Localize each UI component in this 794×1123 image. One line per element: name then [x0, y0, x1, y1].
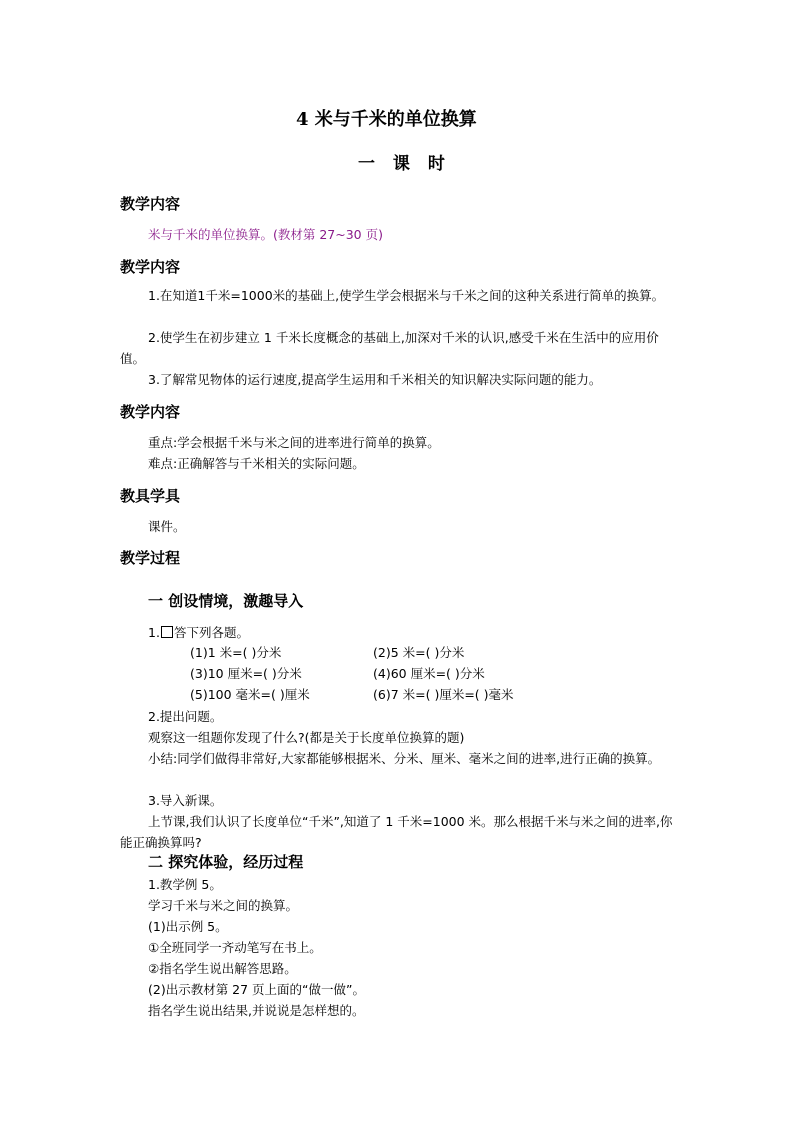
section-heading-tools: 教具学具	[120, 487, 181, 505]
checkbox-square-icon	[161, 626, 173, 638]
part2-line-2: 学习千米与米之间的换算。	[148, 898, 299, 913]
part1-item2: 2.提出问题。	[148, 709, 223, 724]
goal-2: 2.使学生在初步建立 1 千米长度概念的基础上,加深对千米的认识,感受千米在生活中的应用价值。	[120, 330, 659, 366]
key-point: 重点:学会根据千米与米之间的进率进行简单的换算。	[148, 435, 440, 450]
part1-summary: 小结:同学们做得非常好,大家都能够根据米、分米、厘米、毫米之间的进率,进行正确的换算。	[148, 751, 661, 766]
part2-line-4: ①全班同学一齐动笔写在书上。	[148, 940, 322, 955]
exercise-6: (6)7 米=( )厘米=( )毫米	[373, 687, 514, 702]
part1-item3: 3.导入新课。	[148, 793, 223, 808]
part2-heading: 二 探究体验，经历过程	[148, 853, 304, 871]
section-heading-goals: 教学内容	[120, 258, 181, 276]
part1-observe: 观察这一组题你发现了什么?(都是关于长度单位换算的题)	[148, 730, 465, 745]
goal-3: 3.了解常见物体的运行速度,提高学生运用和千米相关的知识解决实际问题的能力。	[148, 372, 602, 387]
part1-intro: 上节课,我们认识了长度单位“千米”,知道了 1 千米=1000 米。那么根据千米与米之间的进率,你能正确换算吗?	[120, 814, 673, 850]
part2-line-6: (2)出示教材第 27 页上面的“做一做”。	[148, 982, 366, 997]
part2-line-7: 指名学生说出结果,并说说是怎样想的。	[148, 1003, 365, 1018]
difficult-point: 难点:正确解答与千米相关的实际问题。	[148, 456, 365, 471]
section-heading-content: 教学内容	[120, 195, 181, 213]
part1-item1	[148, 622, 249, 643]
page-title: 4 米与千米的单位换算	[296, 109, 477, 130]
exercise-5: (5)100 毫米=( )厘米	[190, 687, 310, 702]
part2-line-5: ②指名学生说出解答思路。	[148, 961, 297, 976]
content-text: 米与千米的单位换算。(教材第 27~30 页)	[148, 227, 383, 242]
part2-line-1: 1.教学例 5。	[148, 877, 222, 892]
exercise-2: (2)5 米=( )分米	[373, 645, 465, 660]
goal-1: 1.在知道1千米=1000米的基础上,使学生学会根据米与千米之间的这种关系进行简单的换算。	[148, 288, 665, 303]
section-heading-process: 教学过程	[120, 549, 181, 567]
part1-heading: 一 创设情境，激趣导入	[148, 592, 304, 610]
item1-prefix: 1.	[148, 625, 160, 640]
part2-line-3: (1)出示例 5。	[148, 919, 228, 934]
tools-text: 课件。	[148, 519, 186, 534]
exercise-4: (4)60 厘米=( )分米	[373, 666, 485, 681]
item1-suffix: 答下列各题。	[173, 625, 249, 640]
exercise-1: (1)1 米=( )分米	[190, 645, 282, 660]
page-subtitle: 一 课 时	[358, 154, 451, 174]
section-heading-key: 教学内容	[120, 403, 181, 421]
exercise-3: (3)10 厘米=( )分米	[190, 666, 302, 681]
